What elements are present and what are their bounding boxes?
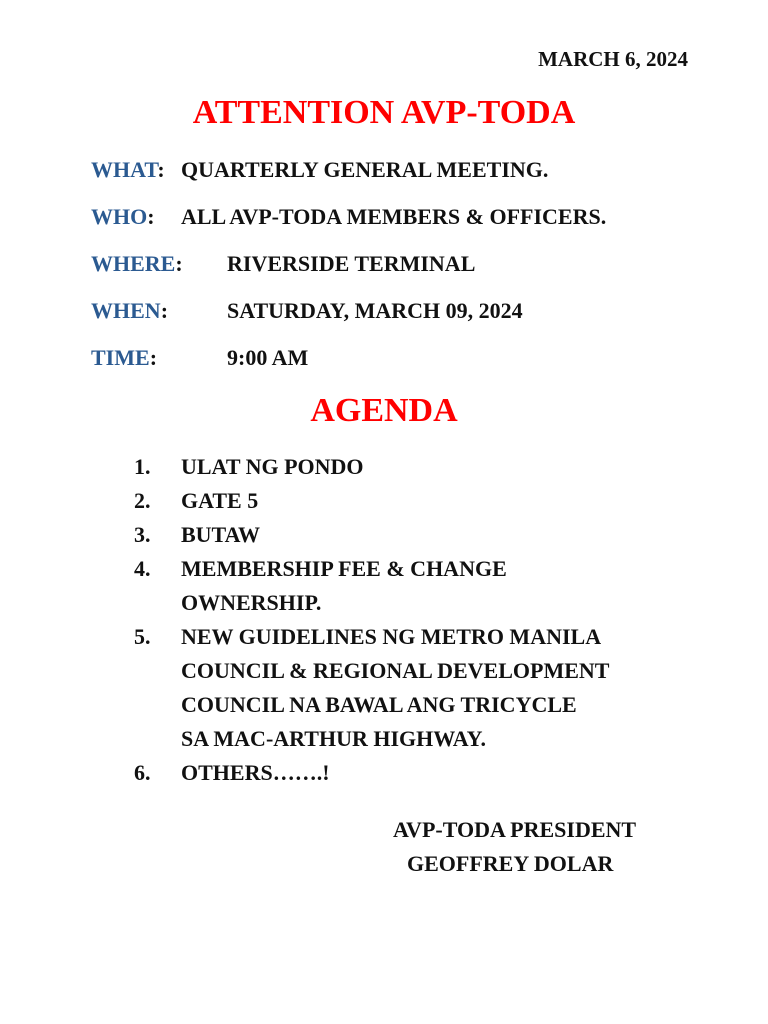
agenda-item-text: OTHERS…….! xyxy=(181,760,330,785)
detail-when xyxy=(91,298,523,324)
document-title: ATTENTION AVP-TODA xyxy=(192,94,576,131)
when-value: SATURDAY, MARCH 09, 2024 xyxy=(227,298,523,323)
agenda-item xyxy=(120,552,701,620)
agenda-title: AGENDA xyxy=(310,392,458,429)
agenda-item-text: SA MAC-ARTHUR HIGHWAY. xyxy=(181,726,487,751)
where-colon: : xyxy=(175,251,183,276)
agenda-item-number: 4. xyxy=(134,556,151,581)
detail-who xyxy=(91,204,607,230)
when-colon: : xyxy=(160,298,169,323)
time-colon: : xyxy=(149,345,158,370)
agenda-item xyxy=(120,518,701,552)
document-date: MARCH 6, 2024 xyxy=(538,47,688,71)
who-value: ALL AVP-TODA MEMBERS & OFFICERS. xyxy=(181,204,607,229)
agenda-item xyxy=(120,484,701,518)
what-colon: : xyxy=(157,157,165,182)
time-label: TIME xyxy=(91,345,150,370)
agenda-item-text: NEW GUIDELINES NG METRO MANILA xyxy=(181,624,602,649)
what-label: WHAT xyxy=(91,157,158,182)
agenda-item-text: MEMBERSHIP FEE & CHANGE xyxy=(181,556,507,581)
agenda-list xyxy=(120,450,701,790)
who-label: WHO xyxy=(91,204,148,229)
what-value: QUARTERLY GENERAL MEETING. xyxy=(181,157,549,182)
time-value: 9:00 AM xyxy=(227,345,309,370)
when-label: WHEN xyxy=(91,298,161,323)
detail-what xyxy=(91,157,549,183)
agenda-item-text: GATE 5 xyxy=(181,488,259,513)
signature-position: AVP-TODA PRESIDENT xyxy=(393,817,637,842)
agenda-item-text: OWNERSHIP. xyxy=(181,590,322,615)
agenda-item-number: 5. xyxy=(134,624,151,649)
agenda-item-number: 1. xyxy=(134,454,151,479)
who-colon: : xyxy=(147,204,155,229)
signature-name: GEOFFREY DOLAR xyxy=(407,851,614,876)
agenda-item-number: 2. xyxy=(134,488,151,513)
agenda-item-text: BUTAW xyxy=(181,522,261,547)
detail-time xyxy=(91,345,309,371)
agenda-item xyxy=(120,450,701,484)
detail-where xyxy=(91,251,476,277)
agenda-item-number: 6. xyxy=(134,760,151,785)
agenda-item xyxy=(120,620,701,756)
agenda-item-text: COUNCIL NA BAWAL ANG TRICYCLE xyxy=(181,692,577,717)
where-label: WHERE xyxy=(91,251,176,276)
agenda-item-number: 3. xyxy=(134,522,151,547)
where-value: RIVERSIDE TERMINAL xyxy=(227,251,476,276)
agenda-item-text: ULAT NG PONDO xyxy=(181,454,364,479)
agenda-item-text: COUNCIL & REGIONAL DEVELOPMENT xyxy=(181,658,610,683)
agenda-item xyxy=(120,756,701,790)
